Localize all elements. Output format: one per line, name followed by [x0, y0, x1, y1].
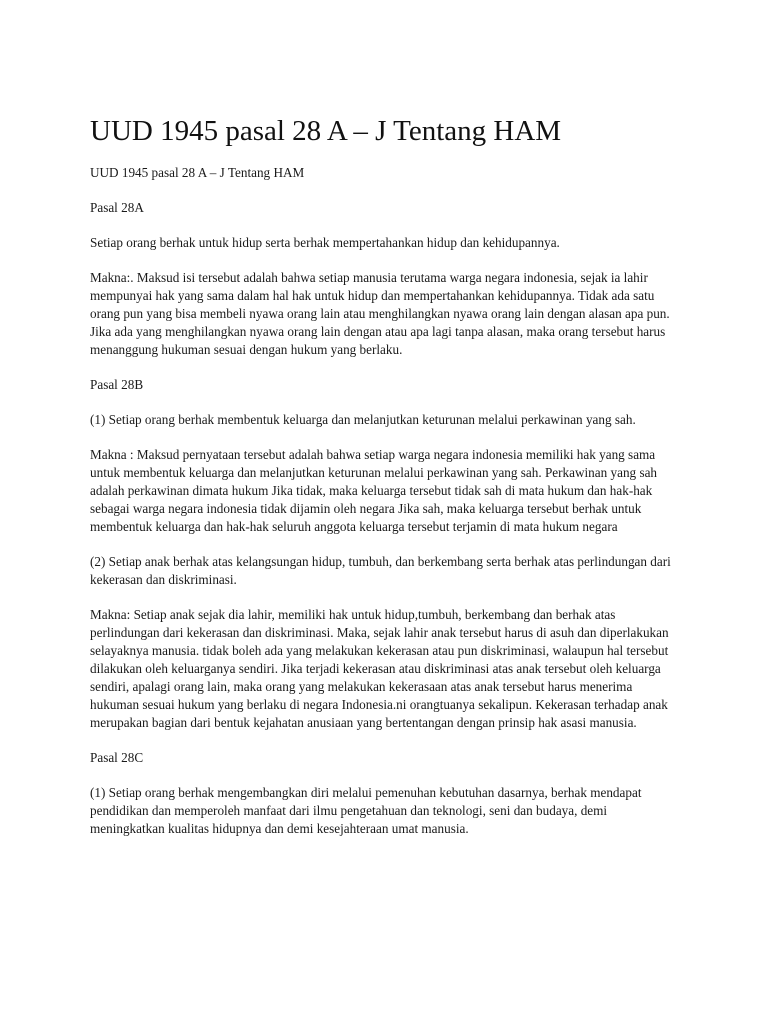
article-text-paragraph: (2) Setiap anak berhak atas kelangsungan hidup, tumbuh, dan berkembang serta berhak atas perlindungan dari kekerasan dan diskriminasi.	[90, 554, 671, 587]
meaning-paragraph: Makna: Setiap anak sejak dia lahir, memiliki hak untuk hidup,tumbuh, berkembang dan berhak atas perlindungan dari kekerasan dan diskriminasi. Maka, sejak lahir anak tersebut harus di asuh dan diperlakukan selayaknya manusia. tidak boleh ada yang melakukan kekerasan atau pun diskriminasi, walaupun hal tersebut dilakukan oleh keluarganya sendiri. Jika terjadi kekerasan atau diskriminasi atas anak tersebut oleh keluarga sendiri, apalagi orang lain, maka orang yang melakukan kekerasaan atas anak tersebut harus menerima hukuman sesuai hukum yang berlaku di negara Indonesia.ni orangtuanya sekalipun. Kekerasan terhadap anak merupakan bagian dari bentuk kejahatan anusiaan yang bertentangan dengan prinsip hak asasi manusia.	[90, 607, 669, 730]
meaning-paragraph: Makna : Maksud pernyataan tersebut adalah bahwa setiap warga negara indonesia memiliki hak yang sama untuk membentuk keluarga dan melanjutkan keturunan melalui perkawinan yang sah. Perkawinan yang sah adalah perkawinan dimata hukum Jika tidak, maka keluarga tersebut tidak sah di mata hukum dan hak-hak sebagai warga negara indonesia tidak dijamin oleh negara Jika sah, maka keluarga tersebut berhak untuk membentuk keluarga dan hak-hak seluruh anggota keluarga tersebut terjamin di mata hukum negara	[90, 447, 658, 534]
document-body	[90, 164, 680, 855]
article-text-paragraph: Setiap orang berhak untuk hidup serta berhak mempertahankan hidup dan kehidupannya.	[90, 235, 560, 250]
subtitle-paragraph: UUD 1945 pasal 28 A – J Tentang HAM	[90, 165, 305, 180]
section-heading-pasal-28a: Pasal 28A	[90, 200, 144, 215]
meaning-paragraph: Makna:. Maksud isi tersebut adalah bahwa setiap manusia terutama warga negara indonesia, sejak ia lahir mempunyai hak yang sama dalam hal hak untuk hidup dan mempertahankan kehidupannya. Tidak ada satu orang pun yang bisa membeli nyawa orang lain atau menghilangkan nyawa orang lain dengan alasan apa pun. Jika ada yang menghilangkan nyawa orang lain dengan atau apa lagi tanpa alasan, maka orang tersebut harus menanggung hukuman sesuai dengan hukum yang berlaku.	[90, 270, 670, 357]
article-text-paragraph: (1) Setiap orang berhak mengembangkan diri melalui pemenuhan kebutuhan dasarnya, berhak mendapat pendidikan dan memperoleh manfaat dari ilmu pengetahuan dan teknologi, seni dan budaya, demi meningkatkan kualitas hidupnya dan demi kesejahteraan umat manusia.	[90, 785, 642, 836]
article-text-paragraph: (1) Setiap orang berhak membentuk keluarga dan melanjutkan keturunan melalui perkawinan yang sah.	[90, 412, 636, 427]
document-title: UUD 1945 pasal 28 A – J Tentang HAM	[90, 115, 562, 147]
section-heading-pasal-28b: Pasal 28B	[90, 377, 144, 392]
section-heading-pasal-28c: Pasal 28C	[90, 750, 144, 765]
